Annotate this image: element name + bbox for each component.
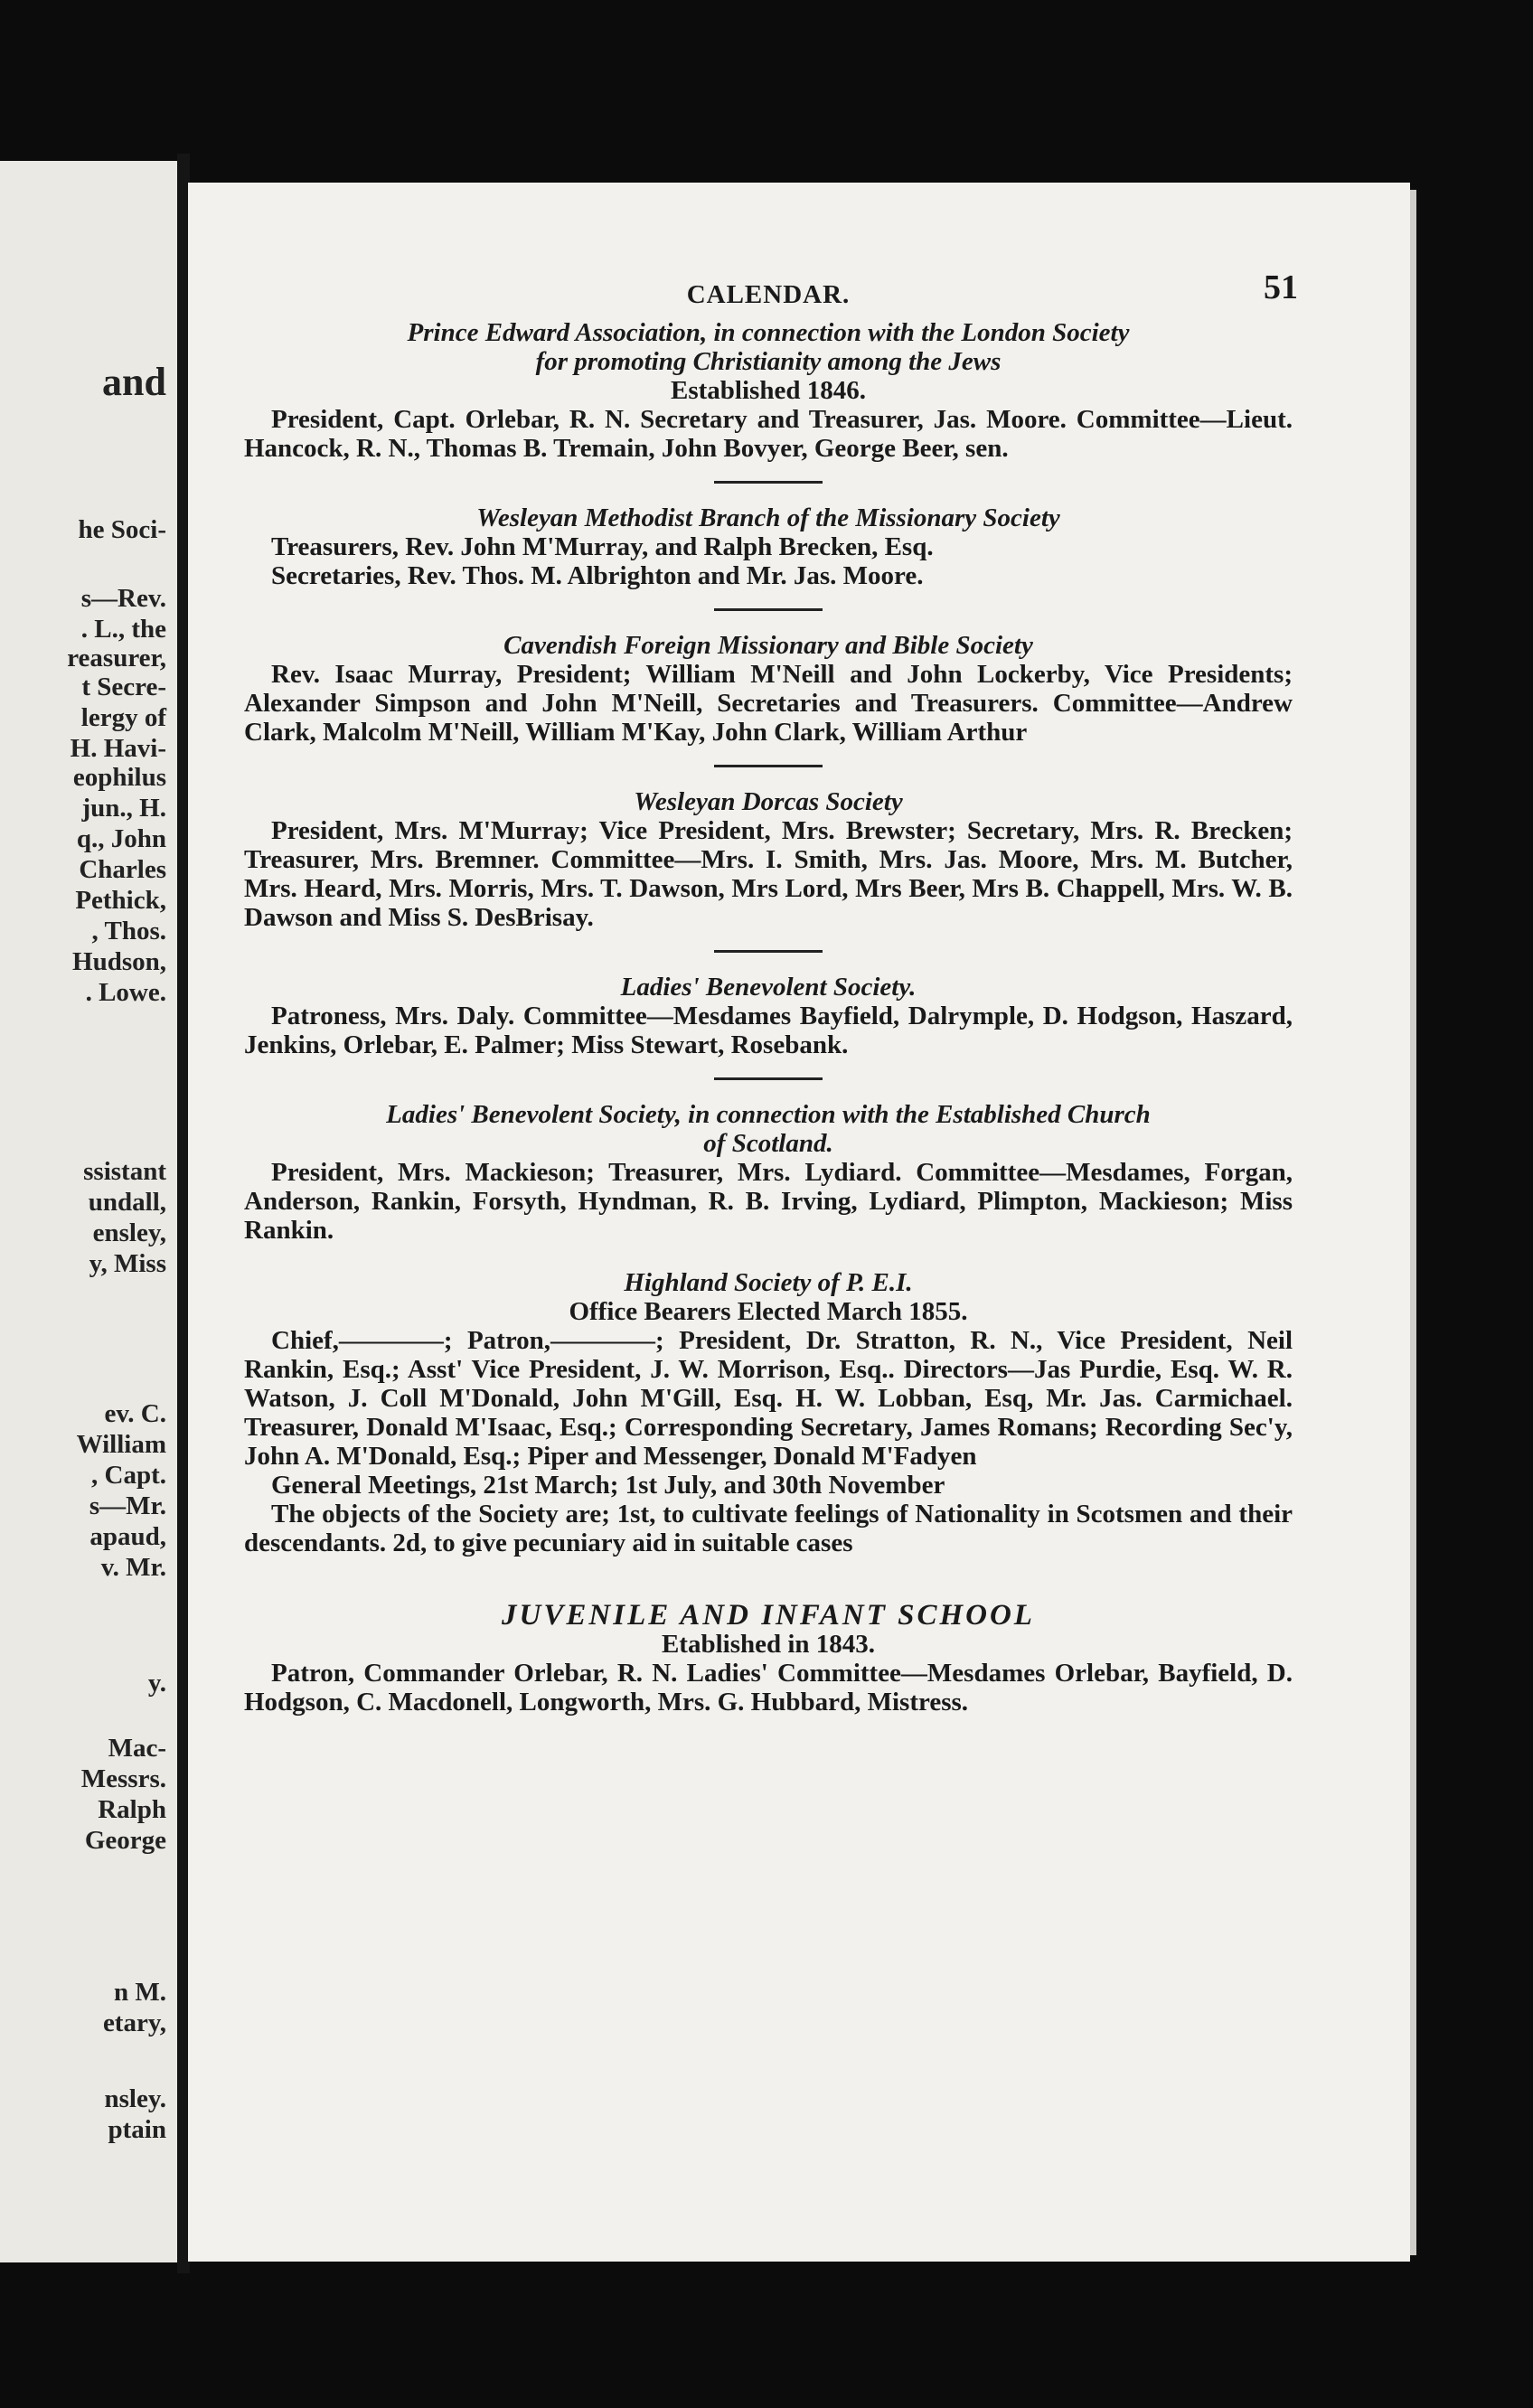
school-entry — [244, 1601, 1293, 1717]
left-fragment: Hudson, — [72, 947, 166, 976]
society-entry — [244, 973, 1293, 1059]
section-body: President, Mrs. M'Murray; Vice President, Mrs. Brewster; Secretary, Mrs. R. Brecken; Treasurer, Mrs. Bremner. Committee—Mrs. I. Smith, Mrs. Jas. Moore, Mrs. M. Butcher, Mrs. Heard, Mrs. Morris, Mrs. T. Dawson, Mrs Lord, Mrs Beer, Mrs B. Chappell, Mrs. W. B. Dawson and Miss S. DesBrisay. — [244, 816, 1293, 932]
left-fragment: y. — [147, 1669, 166, 1698]
section-title: Wesleyan Dorcas Society — [634, 787, 903, 816]
society-entry — [244, 631, 1293, 747]
section-body: Secretaries, Rev. Thos. M. Albrighton and Mr. Jas. Moore. — [271, 561, 924, 590]
left-fragment: s—Rev. — [80, 584, 166, 613]
left-fragment: n M. — [114, 1978, 166, 2007]
left-fragment: William — [76, 1430, 166, 1459]
society-entry — [244, 1100, 1293, 1245]
left-fragment: y, Miss — [89, 1249, 166, 1278]
left-fragment: t Secre- — [81, 673, 166, 701]
section-subtitle: Office Bearers Elected March 1855. — [569, 1297, 968, 1326]
page-content — [244, 268, 1298, 1717]
section-title: for promoting Christianity among the Jews — [535, 347, 1002, 376]
society-entry — [244, 318, 1293, 463]
left-fragment: ensley, — [92, 1218, 166, 1247]
section-body: President, Capt. Orlebar, R. N. Secretary and Treasurer, Jas. Moore. Committee—Lieut. Hancock, R. N., Thomas B. Tremain, John Bovyer, George Beer, sen. — [244, 405, 1293, 463]
section-divider — [714, 1077, 823, 1080]
section-divider — [714, 481, 823, 484]
society-entry — [244, 787, 1293, 932]
left-fragment: q., John — [76, 824, 166, 853]
running-head — [244, 268, 1298, 318]
left-fragment: undall, — [88, 1188, 166, 1217]
left-fragment: Messrs. — [80, 1764, 166, 1793]
school-title: JUVENILE AND INFANT SCHOOL — [502, 1599, 1035, 1632]
spacer — [244, 1557, 1293, 1601]
section-title: Cavendish Foreign Missionary and Bible Society — [503, 631, 1033, 660]
left-fragment: s—Mr. — [89, 1491, 166, 1520]
section-divider — [714, 765, 823, 767]
left-fragment: H. Havi- — [70, 734, 166, 763]
section-subtitle: Established 1846. — [671, 376, 866, 405]
left-fragment: Charles — [79, 855, 166, 884]
left-fragment: lergy of — [80, 703, 166, 732]
page-title: CALENDAR. — [686, 280, 851, 309]
calendar-page — [188, 183, 1410, 2262]
section-body: Chief,————; Patron,————; President, Dr. Stratton, R. N., Vice President, Neil Rankin, Esq.; Asst' Vice President, J. W. Morrison, Esq.. Directors—Jas Purdie, Esq. W. R. Watson, J. Coll M'Donald, John M'Gill, Esq. H. W. Lobban, Esq, Mr. Jas. Carmichael. Treasurer, Donald M'Isaac, Esq.; Corresponding Secretary, James Romans; Recording Sec'y, John A. M'Donald, Esq.; Piper and Messenger, Donald M'Fadyen — [244, 1326, 1293, 1471]
left-fragment: ev. C. — [104, 1399, 166, 1428]
left-fragment: . Lowe. — [85, 978, 166, 1007]
left-fragment: . L., the — [80, 615, 166, 644]
left-fragment: ptain — [108, 2115, 166, 2144]
left-fragment: Ralph — [98, 1795, 166, 1824]
left-fragment: eophilus — [72, 763, 166, 792]
left-fragment: Mac- — [108, 1734, 166, 1763]
section-body: The objects of the Society are; 1st, to cultivate feelings of Nationality in Scotsmen and their descendants. 2d, to give pecuniary aid in suitable cases — [244, 1500, 1293, 1557]
section-body: Treasurers, Rev. John M'Murray, and Ralph Brecken, Esq. — [271, 532, 934, 561]
section-body: General Meetings, 21st March; 1st July, and 30th November — [271, 1471, 945, 1500]
left-fragment: nsley. — [104, 2084, 166, 2113]
section-divider — [714, 950, 823, 953]
spacer — [244, 1245, 1293, 1268]
section-title: Ladies' Benevolent Society, in connection with the Established Church — [386, 1100, 1151, 1129]
section-title: Prince Edward Association, in connection with the London Society — [407, 318, 1130, 347]
left-fragment: reasurer, — [67, 644, 166, 673]
section-body: Rev. Isaac Murray, President; William M'Neill and John Lockerby, Vice Presidents; Alexander Simpson and John M'Neill, Secretaries and Treasurers. Committee—Andrew Clark, Malcolm M'Neill, William M'Kay, John Clark, William Arthur — [244, 660, 1293, 747]
left-fragment: ssistant — [83, 1157, 166, 1186]
left-fragment: jun., H. — [81, 794, 166, 823]
section-divider — [714, 608, 823, 611]
section-title: of Scotland. — [703, 1129, 833, 1158]
section-body: Patroness, Mrs. Daly. Committee—Mesdames Bayfield, Dalrymple, D. Hodgson, Haszard, Jenkins, Orlebar, E. Palmer; Miss Stewart, Rosebank. — [244, 1002, 1293, 1059]
left-fragment: Pethick, — [75, 886, 166, 915]
left-fragment: George — [84, 1826, 166, 1855]
left-fragment: and — [102, 360, 166, 404]
previous-page-fragment — [0, 161, 181, 2262]
school-subtitle: Etablished in 1843. — [661, 1630, 876, 1659]
section-title: Ladies' Benevolent Society. — [620, 973, 917, 1002]
left-fragment: v. Mr. — [100, 1553, 166, 1582]
section-body: President, Mrs. Mackieson; Treasurer, Mrs. Lydiard. Committee—Mesdames, Forgan, Anderson, Rankin, Forsyth, Hyndman, R. B. Irving, Lydiard, Plimpton, Mackieson; Miss Rankin. — [244, 1158, 1293, 1245]
left-fragment: he Soci- — [78, 515, 166, 544]
section-title: Highland Society of P. E.I. — [624, 1268, 913, 1297]
left-fragment: etary, — [102, 2008, 166, 2037]
school-body: Patron, Commander Orlebar, R. N. Ladies' Committee—Mesdames Orlebar, Bayfield, D. Hodgson, C. Macdonell, Longworth, Mrs. G. Hubbard, Mistress. — [244, 1659, 1293, 1717]
section-title: Wesleyan Methodist Branch of the Missionary Society — [476, 503, 1060, 532]
society-entry — [244, 1268, 1293, 1557]
page-number: 51 — [1264, 268, 1298, 306]
left-fragment: , Capt. — [91, 1461, 166, 1490]
left-fragment: , Thos. — [91, 917, 166, 945]
left-fragment: apaud, — [89, 1522, 166, 1551]
society-entry — [244, 503, 1293, 590]
